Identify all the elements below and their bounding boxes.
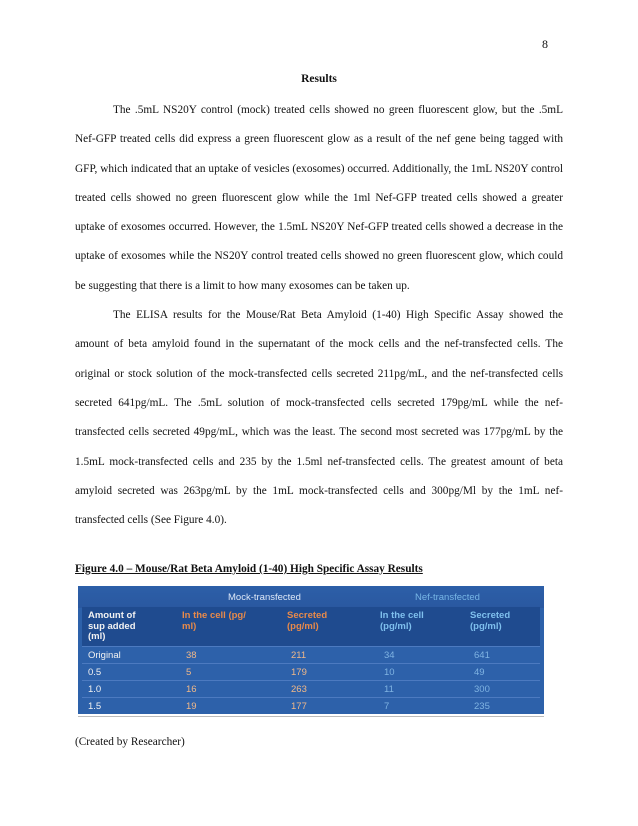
nef-in-cell-value: 11: [384, 684, 394, 695]
nef-secreted-value: 235: [474, 701, 490, 712]
column-header-row: [82, 607, 540, 646]
nef-in-cell-value: 10: [384, 667, 395, 678]
paragraph-2: The ELISA results for the Mouse/Rat Beta Amyloid (1-40) High Specific Assay showed the amount of beta amyloid found in the supernatant of the mock cells and the nef-transfected cells. The original or stock solution of the mock-transfected cells secreted 211pg/mL, and the nef-transfected cells secreted 641pg/mL. The .5mL solution of mock-transfected cells secreted 179pg/mL while the nef-transfected cells secreted 49pg/mL, which was the least. The second most secreted was 177pg/mL by the 1.5mL mock-transfected cells and 235 by the 1.5ml nef-transfected cells. The greatest amount of beta amyloid secreted was 263pg/mL by the 1mL mock-transfected cells and 300pg/Ml by the 1mL nef-transfected cells (See Figure 4.0).: [75, 309, 563, 527]
mock-in-cell-value: 19: [186, 701, 197, 712]
mock-in-cell-header: In the cell (pg/ ml): [182, 610, 246, 632]
paragraph-1: The .5mL NS20Y control (mock) treated cells showed no green fluorescent glow, but the .5mL Nef-GFP treated cells did express a green fluorescent glow as a result of the nef gene being tagged with GFP, which indicated that an uptake of vesicles (exosomes) occurred. Additionally, the 1mL NS20Y control treated cells showed no green fluorescent glow while the 1ml Nef-GFP treated cells showed a greater uptake of exosomes occurred. However, the 1.5mL NS20Y Nef-GFP treated cells showed a decrease in the uptake of exosomes while the NS20Y control treated cells showed no green fluorescent glow, which could be suggesting that there is a limit to how many exosomes can be taken up.: [75, 104, 563, 292]
mock-in-cell-value: 5: [186, 667, 192, 678]
table-row: [82, 647, 540, 663]
nef-in-cell-value: 7: [384, 701, 390, 712]
table-row: [82, 664, 540, 680]
table-row: [82, 681, 540, 697]
section-heading: Results: [301, 73, 337, 85]
mock-secreted-value: 179: [291, 667, 307, 678]
group-header-row: [78, 586, 544, 608]
figure-credit: (Created by Researcher): [75, 736, 185, 748]
sup-cell: 1.0: [88, 684, 102, 695]
nef-group-label: Nef-transfected: [415, 592, 480, 603]
mock-secreted-header: Secreted (pg/ml): [287, 610, 328, 632]
sup-cell: Original: [88, 650, 121, 661]
nef-in-cell-value: 34: [384, 650, 395, 661]
mock-secreted-value: 211: [291, 650, 307, 661]
figure-bottom-rule: [78, 716, 544, 717]
sup-cell: 0.5: [88, 667, 102, 678]
amount-header: Amount of sup added (ml): [88, 610, 136, 642]
results-table: [78, 586, 544, 714]
nef-secreted-value: 300: [474, 684, 490, 695]
figure-caption: Figure 4.0 – Mouse/Rat Beta Amyloid (1-40) High Specific Assay Results: [75, 563, 423, 575]
mock-group-label: Mock-transfected: [228, 592, 301, 603]
page-number: 8: [542, 37, 548, 51]
table-row: [82, 698, 540, 714]
mock-in-cell-value: 16: [186, 684, 197, 695]
mock-secreted-value: 177: [291, 701, 307, 712]
nef-secreted-value: 49: [474, 667, 485, 678]
nef-secreted-header: Secreted (pg/ml): [470, 610, 511, 632]
mock-in-cell-value: 38: [186, 650, 197, 661]
nef-secreted-value: 641: [474, 650, 490, 661]
body-text: [75, 96, 563, 535]
sup-cell: 1.5: [88, 701, 102, 712]
mock-secreted-value: 263: [291, 684, 307, 695]
nef-in-cell-header: In the cell (pg/ml): [380, 610, 424, 632]
